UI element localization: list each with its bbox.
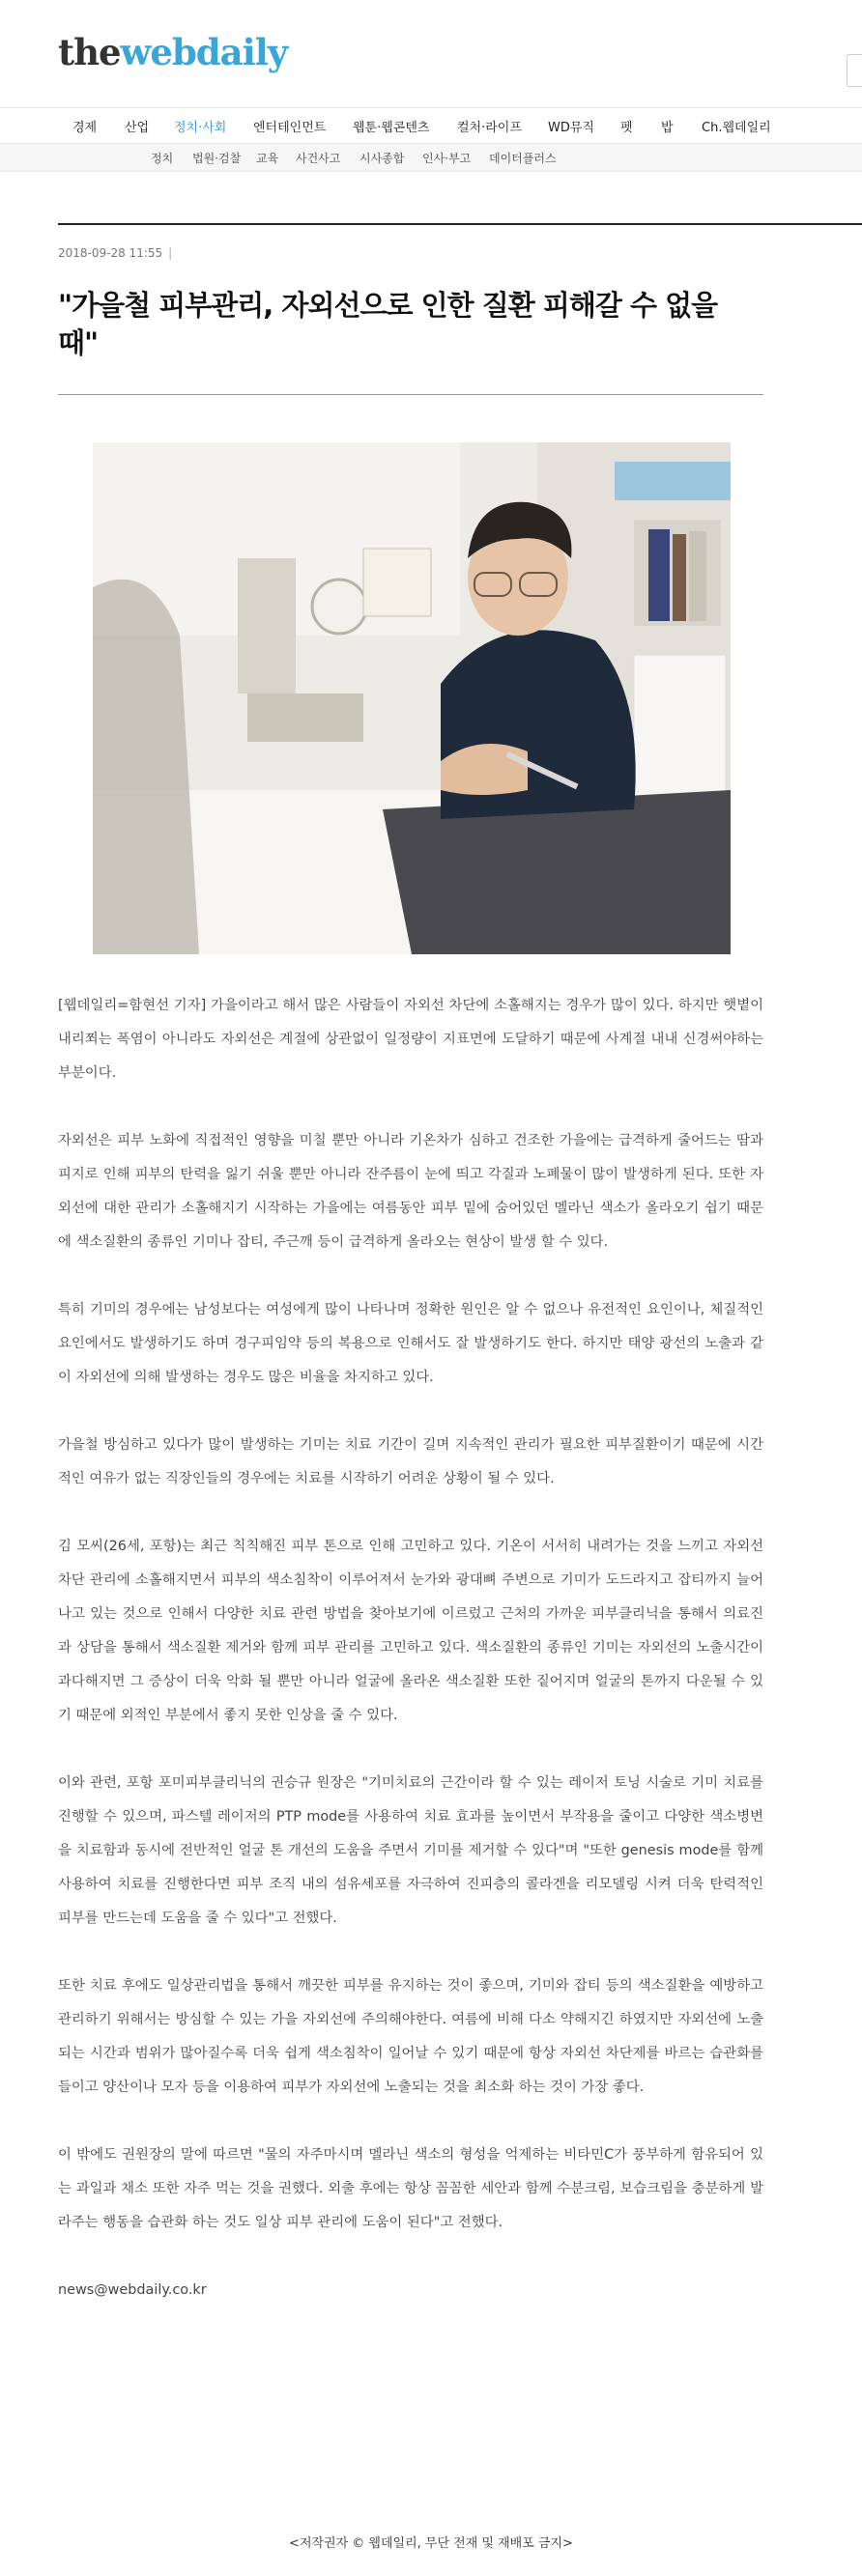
- meta-separator: |: [168, 246, 173, 260]
- subnav-item-court[interactable]: 법원·검찰: [192, 152, 242, 165]
- article-datetime: 2018-09-28 11:55: [58, 246, 163, 260]
- nav-item-economy[interactable]: 경제: [72, 121, 98, 135]
- copyright-notice: <저작권자 © 웹데일리, 무단 전재 및 재배포 금지>: [289, 2536, 573, 2551]
- article-paragraph: 가을철 방심하고 있다가 많이 발생하는 기미는 치료 기간이 길며 지속적인 관리가 필요한 피부질환이기 때문에 시간적인 여유가 없는 직장인들의 경우에는 치료를 시작하기 어려운 상황이 될 수 있다.: [58, 1437, 763, 1486]
- secondary-nav: [0, 144, 862, 172]
- nav-item-entertainment[interactable]: 엔터테인먼트: [253, 121, 327, 135]
- subnav-item-politics[interactable]: 정치: [151, 152, 174, 165]
- nav-item-ch-webdaily[interactable]: Ch.웹데일리: [702, 121, 771, 135]
- nav-item-culture-life[interactable]: 컬처·라이프: [457, 121, 522, 135]
- nav-item-wd-music[interactable]: WD뮤직: [548, 121, 594, 135]
- article-paragraph: 이와 관련, 포항 포미피부클리닉의 권승규 원장은 "기미치료의 근간이라 할 수 있는 레이저 토닝 시술로 기미 치료를 진행할 수 있으며, 파스텔 레이저의 PTP mode를 사용하여 치료 효과를 높이면서 부작용을 줄이고 다양한 색소병변을 치료함과 동시에 전반적인 얼굴 톤 개선의 도움을 주면서 기미를 제거할 수 있다"며 "또한 genesis mode를 함께 사용하여 치료를 진행한다면 피부 조직 내의 섬유세포를 자극하여 진피층의 콜라겐을 리모델링 시켜 더욱 탄력적인 피부를 만드는데 도움을 줄 수 있다"고 전했다.: [58, 1775, 763, 1926]
- nav-item-politics-society[interactable]: 정치·사회: [174, 121, 227, 135]
- primary-nav: [0, 107, 862, 144]
- subnav-item-dataplus[interactable]: 데이터플러스: [489, 152, 557, 165]
- article-paragraph: 또한 치료 후에도 일상관리법을 통해서 깨끗한 피부를 유지하는 것이 좋으며, 기미와 잡티 등의 색소질환을 예방하고 관리하기 위해서는 방심할 수 있는 가을 자외선에 주의해야한다. 여름에 비해 다소 약해지긴 하였지만 자외선에 노출되는 시간과 범위가 많아질수록 더욱 쉽게 색소침착이 일어날 수 있기 때문에 항상 자외선 차단제를 바르는 습관화를 들이고 양산이나 모자 등을 이용하여 피부가 자외선에 노출되는 것을 최소화 하는 것이 가장 좋다.: [58, 1978, 763, 2095]
- subnav-item-education[interactable]: 교육: [256, 152, 279, 165]
- nav-item-industry[interactable]: 산업: [125, 121, 150, 135]
- article-title: "가을철 피부관리, 자외선으로 인한 질환 피해갈 수 없을 때": [58, 289, 718, 359]
- nav-item-pet[interactable]: 펫: [620, 121, 633, 135]
- author-email[interactable]: news@webdaily.co.kr: [58, 2282, 207, 2298]
- article-paragraph: 이 밖에도 권원장의 말에 따르면 "물의 자주마시며 멜라닌 색소의 형성을 억제하는 비타민C가 풍부하게 함유되어 있는 과일과 채소 또한 자주 먹는 것을 권했다. 외출 후에는 항상 꼼꼼한 세안과 함께 수분크림, 보습크림을 충분하게 발라주는 행동을 습관화 하는 것도 일상 피부 관리에 도움이 된다"고 전했다.: [58, 2147, 763, 2230]
- article-photo: [93, 442, 731, 954]
- site-logo[interactable]: [58, 31, 287, 73]
- article-meta: [58, 246, 172, 260]
- article-top-rule: [58, 223, 862, 225]
- article-body: [58, 989, 763, 2341]
- article-paragraph: 특히 기미의 경우에는 남성보다는 여성에게 많이 나타나며 정확한 원인은 알 수 없으나 유전적인 요인이나, 체질적인 요인에서도 발생하기도 하며 경구피임약 등의 복용으로 인해서도 잘 발생하기도 한다. 하지만 태양 광선의 노출과 같이 자외선에 의해 발생하는 경우도 많은 비율을 차지하고 있다.: [58, 1302, 763, 1385]
- title-divider: [58, 394, 763, 395]
- logo-the: the: [58, 31, 121, 73]
- search-box[interactable]: [847, 54, 862, 87]
- article-paragraph: 김 모씨(26세, 포항)는 최근 칙칙해진 피부 톤으로 인해 고민하고 있다. 기온이 서서히 내려가는 것을 느끼고 자외선 차단 관리에 소홀해지면서 피부의 색소침착이 이루어져서 눈가와 광대뼈 주변으로 기미가 도드라지고 잡티까지 늘어나고 있는 것으로 인해서 다양한 치료 관련 방법을 찾아보기에 이르렀고 근처의 가까운 피부클리닉을 통해서 의료진과 상담을 통해서 색소질환 제거와 함께 피부 관리를 고민하고 있다. 색소질환의 종류인 기미는 자외선의 노출시간이 과다해지면 그 증상이 더욱 악화 될 뿐만 아니라 얼굴에 올라온 색소질환 또한 짙어지며 얼굴의 톤까지 다운될 수 있기 때문에 외적인 부분에서 좋지 못한 인상을 줄 수 있다.: [58, 1539, 763, 1723]
- subnav-item-incidents[interactable]: 사건사고: [296, 152, 341, 165]
- nav-item-webtoon[interactable]: 웹툰·웹콘텐츠: [353, 121, 430, 135]
- article-paragraph: 자외선은 피부 노화에 직접적인 영향을 미칠 뿐만 아니라 기온차가 심하고 건조한 가을에는 급격하게 줄어드는 땀과 피지로 인해 피부의 탄력을 잃기 쉬울 뿐만 아니라 잔주름이 눈에 띄고 각질과 노폐물이 많이 발생하게 된다. 또한 자외선에 대한 관리가 소홀해지기 시작하는 가을에는 여름동안 피부 밑에 숨어있던 멜라닌 색소가 올라오기 쉽기 때문에 색소질환의 종류인 기미나 잡티, 주근깨 등이 급격하게 올라오는 현상이 발생 할 수 있다.: [58, 1133, 763, 1250]
- site-header: [0, 0, 862, 106]
- nav-item-bap[interactable]: 밥: [661, 121, 674, 135]
- subnav-item-current[interactable]: 시사종합: [359, 152, 405, 165]
- logo-webdaily: webdaily: [120, 31, 288, 73]
- article-paragraph: [웹데일리=함현선 기자] 가을이라고 해서 많은 사람들이 자외선 차단에 소홀해지는 경우가 많이 있다. 하지만 햇볕이 내리쬐는 폭염이 아니라도 자외선은 계절에 상관없이 일정량이 지표면에 도달하기 때문에 사계절 내내 신경써야하는 부분이다.: [58, 998, 763, 1081]
- subnav-item-personnel[interactable]: 인사·부고: [422, 152, 472, 165]
